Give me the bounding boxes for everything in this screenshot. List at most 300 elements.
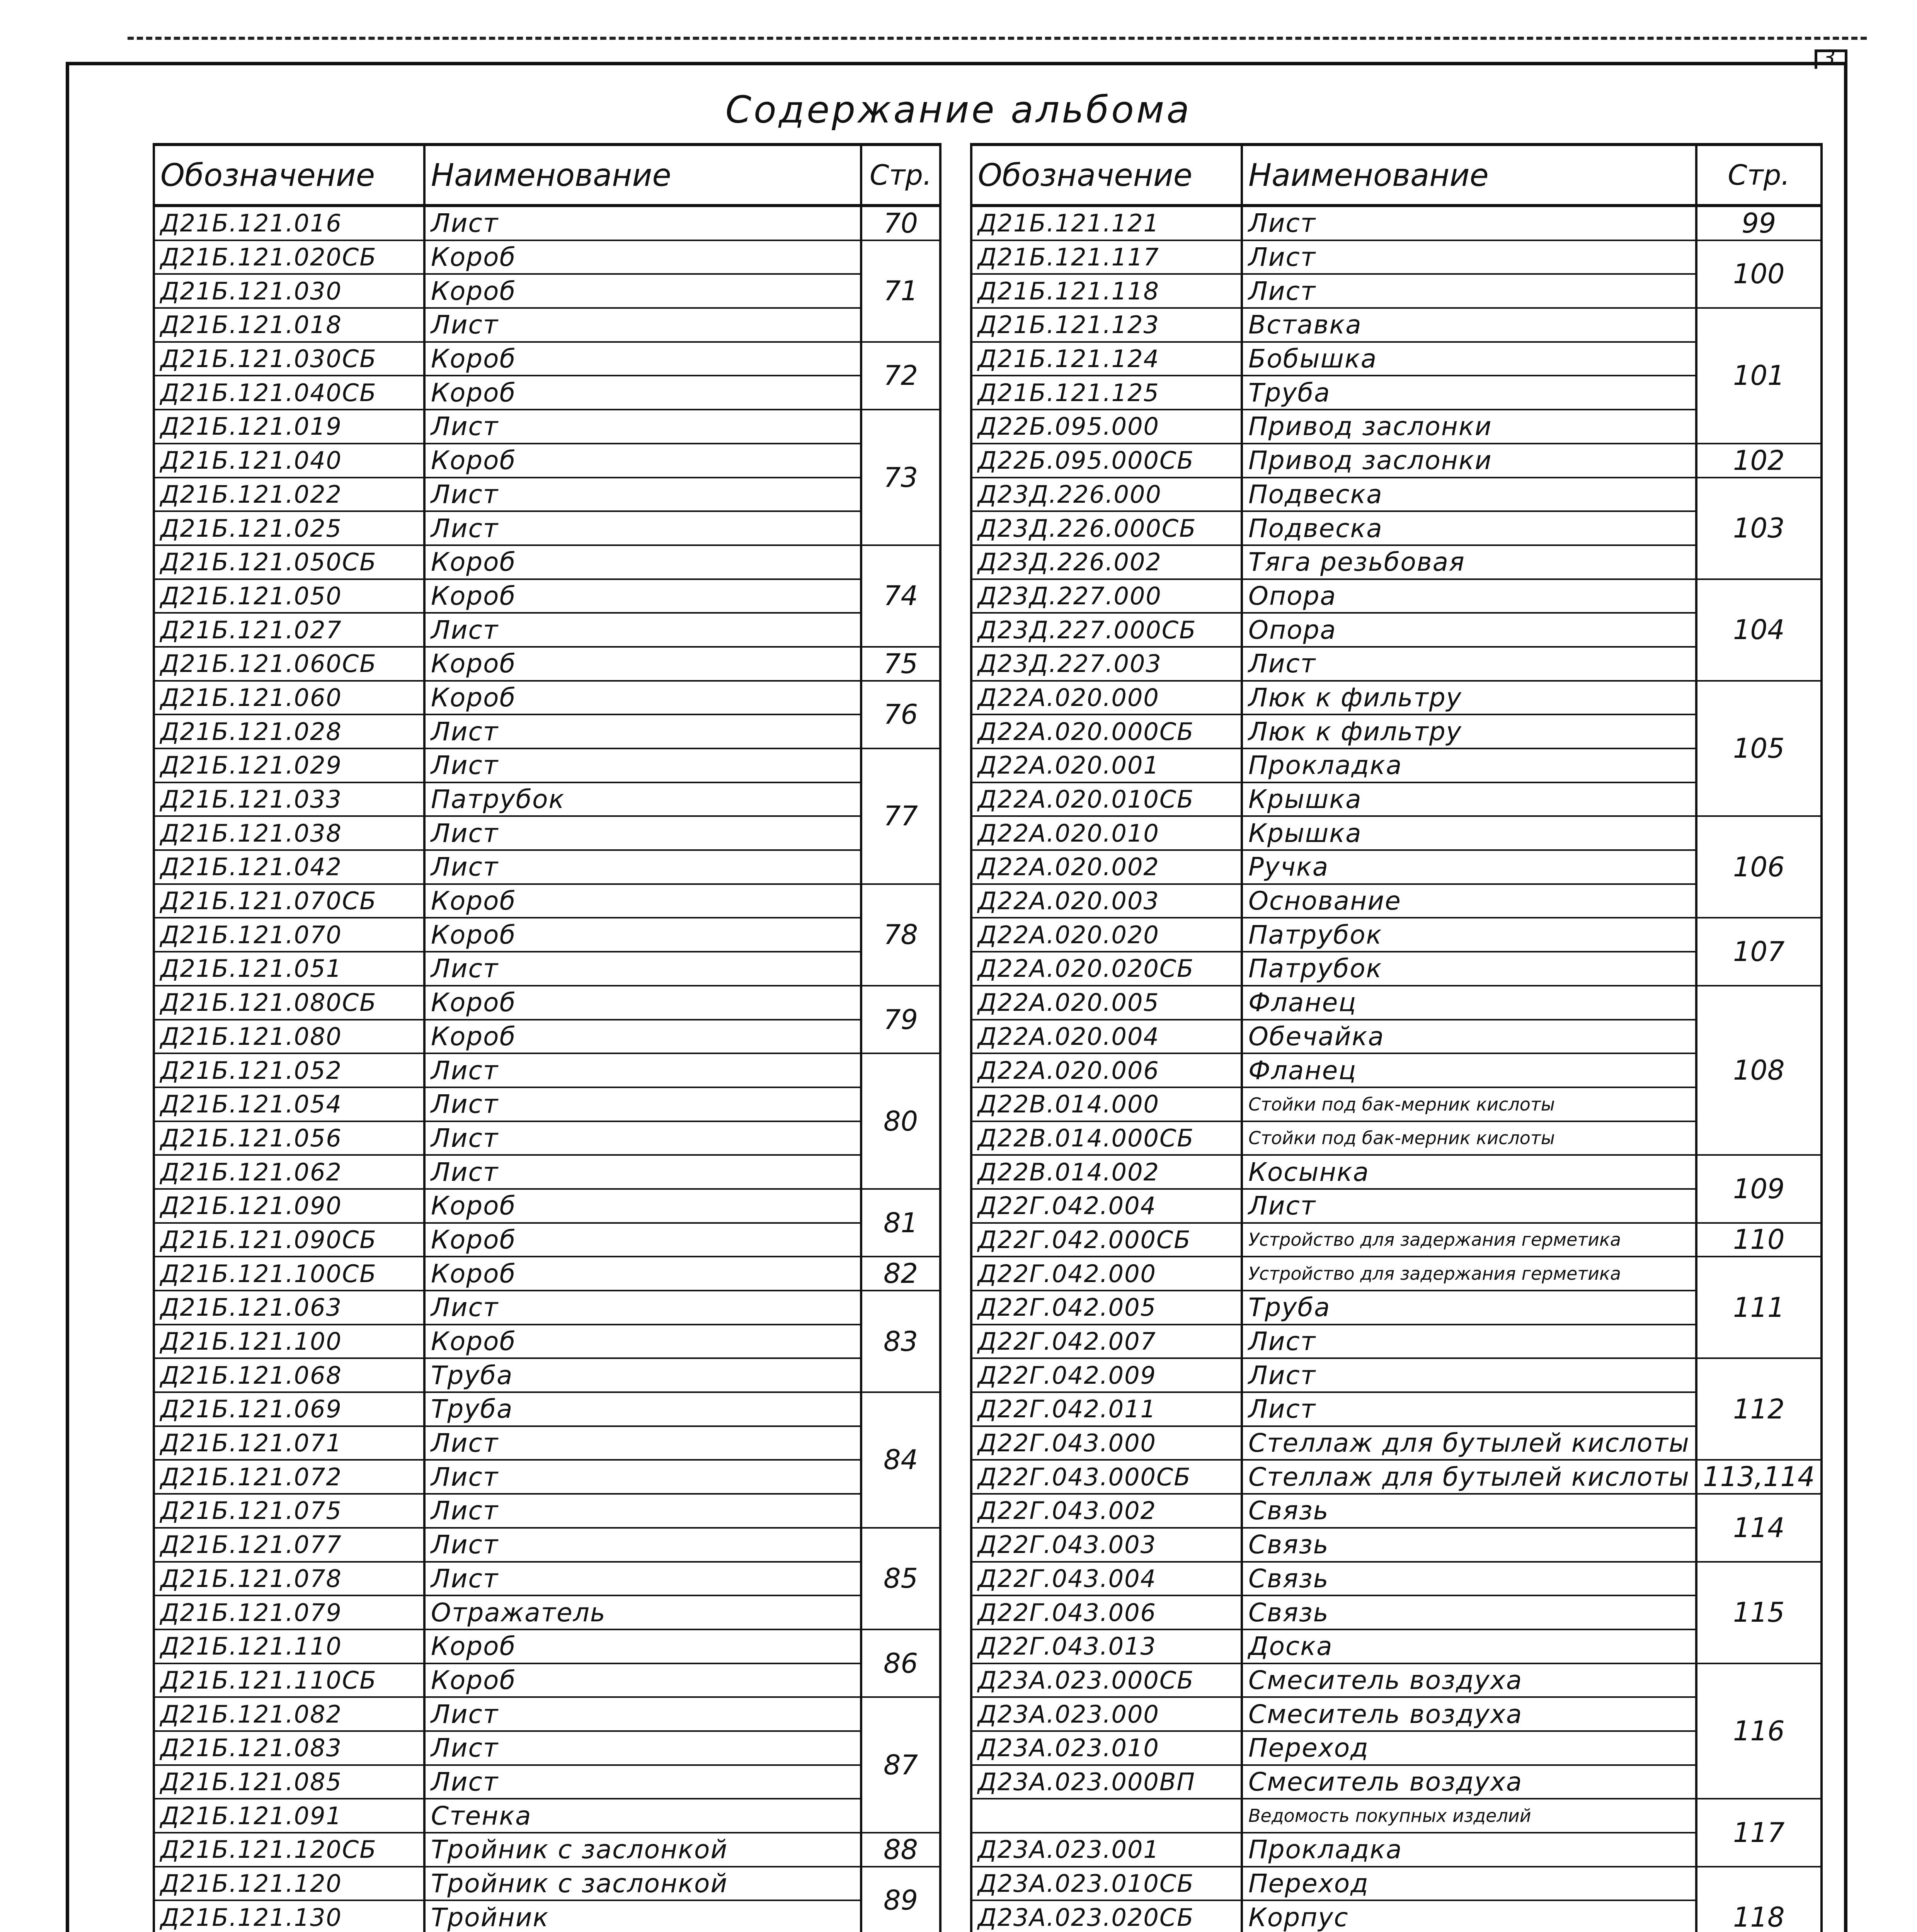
row-page: 112 (1696, 1358, 1821, 1460)
row-designation: Д21Б.121.050СБ (154, 545, 424, 579)
row-designation: Д21Б.121.056 (154, 1121, 424, 1155)
row-designation: Д21Б.121.125 (971, 376, 1242, 410)
row-designation: Д23А.023.020СБ (971, 1900, 1242, 1932)
table-row (154, 613, 940, 647)
table-row (154, 444, 940, 478)
table-row (971, 1663, 1822, 1697)
table-row (154, 850, 940, 884)
row-name: Подвеска (1242, 511, 1696, 545)
table-row (971, 1595, 1822, 1629)
row-designation: Д22А.020.001 (971, 748, 1242, 782)
row-designation: Д21Б.121.040СБ (154, 376, 424, 410)
row-designation: Д21Б.121.060 (154, 681, 424, 715)
row-page: 82 (861, 1257, 940, 1291)
table-row (971, 714, 1822, 748)
contents-table-left (153, 143, 941, 1932)
table-row (154, 1731, 940, 1765)
row-designation: Д23А.023.000 (971, 1697, 1242, 1731)
row-designation: Д23Д.226.000 (971, 478, 1242, 512)
table-row (971, 1697, 1822, 1731)
row-designation: Д21Б.121.090 (154, 1189, 424, 1223)
row-name: Фланец (1242, 1053, 1696, 1087)
row-name: Короб (424, 918, 861, 952)
row-name: Смеситель воздуха (1242, 1663, 1696, 1697)
row-designation: Д21Б.121.070СБ (154, 884, 424, 918)
row-name: Основание (1242, 884, 1696, 918)
row-designation: Д22Г.043.013 (971, 1629, 1242, 1663)
table-row (154, 1494, 940, 1528)
row-designation: Д21Б.121.070 (154, 918, 424, 952)
row-name: Переход (1242, 1867, 1696, 1901)
row-designation: Д22А.020.003 (971, 884, 1242, 918)
table-row (154, 1697, 940, 1731)
row-name: Тройник с заслонкой (424, 1833, 861, 1867)
table-row (154, 986, 940, 1020)
row-name: Корпус (1242, 1900, 1696, 1932)
table-row (154, 1867, 940, 1901)
row-designation: Д21Б.121.060СБ (154, 647, 424, 681)
table-row (154, 1121, 940, 1155)
row-name: Лист (424, 1765, 861, 1799)
row-designation: Д22Г.042.007 (971, 1325, 1242, 1359)
row-page: 101 (1696, 308, 1821, 444)
row-name: Связь (1242, 1494, 1696, 1528)
row-designation: Д21Б.121.117 (971, 240, 1242, 274)
row-designation: Д22Г.042.009 (971, 1358, 1242, 1392)
row-name: Короб (424, 647, 861, 681)
table-row (154, 1765, 940, 1799)
row-name: Короб (424, 274, 861, 308)
row-designation: Д22Г.043.004 (971, 1562, 1242, 1596)
row-designation: Д21Б.121.050 (154, 579, 424, 613)
row-designation (971, 1799, 1242, 1833)
table-row (971, 613, 1822, 647)
row-name: Короб (424, 444, 861, 478)
table-row (154, 511, 940, 545)
row-designation: Д22Г.043.000 (971, 1426, 1242, 1460)
row-name: Стеллаж для бутылей кислоты (1242, 1426, 1696, 1460)
row-designation: Д21Б.121.100СБ (154, 1257, 424, 1291)
table-row (154, 478, 940, 512)
row-name: Лист (424, 1121, 861, 1155)
table-row (154, 1325, 940, 1359)
table-row (971, 816, 1822, 850)
row-name: Короб (424, 342, 861, 376)
row-page: 104 (1696, 579, 1821, 681)
row-page: 76 (861, 681, 940, 748)
table-row (971, 545, 1822, 579)
row-name: Люк к фильтру (1242, 714, 1696, 748)
row-name: Лист (1242, 1189, 1696, 1223)
table-row (971, 1155, 1822, 1189)
row-designation: Д21Б.121.123 (971, 308, 1242, 342)
row-name: Лист (1242, 1325, 1696, 1359)
row-page: 78 (861, 884, 940, 986)
row-page: 88 (861, 1833, 940, 1867)
row-designation: Д21Б.121.016 (154, 206, 424, 240)
row-name: Привод заслонки (1242, 444, 1696, 478)
row-page: 109 (1696, 1155, 1821, 1223)
row-designation: Д21Б.121.082 (154, 1697, 424, 1731)
table-row (971, 1799, 1822, 1833)
row-designation: Д22В.014.000СБ (971, 1121, 1242, 1155)
table-row (971, 884, 1822, 918)
row-name: Стенка (424, 1799, 861, 1833)
row-name: Бобышка (1242, 342, 1696, 376)
row-name: Короб (424, 579, 861, 613)
row-designation: Д21Б.121.068 (154, 1358, 424, 1392)
row-designation: Д22Г.043.003 (971, 1528, 1242, 1562)
row-name: Патрубок (424, 782, 861, 816)
table-row (971, 478, 1822, 512)
row-name: Лист (424, 1697, 861, 1731)
row-page: 106 (1696, 816, 1821, 918)
table-row (154, 1291, 940, 1325)
row-name: Связь (1242, 1595, 1696, 1629)
row-name: Труба (1242, 376, 1696, 410)
row-page: 72 (861, 342, 940, 410)
table-row (971, 342, 1822, 376)
row-designation: Д21Б.121.077 (154, 1528, 424, 1562)
row-designation: Д21Б.121.042 (154, 850, 424, 884)
table-row (971, 1731, 1822, 1765)
row-name: Лист (424, 748, 861, 782)
row-page: 116 (1696, 1663, 1821, 1799)
table-row (154, 1257, 940, 1291)
table-row (971, 1562, 1822, 1596)
table-row (154, 1663, 940, 1697)
row-name: Лист (424, 308, 861, 342)
row-designation: Д23А.023.010СБ (971, 1867, 1242, 1901)
row-designation: Д21Б.121.025 (154, 511, 424, 545)
row-designation: Д21Б.121.083 (154, 1731, 424, 1765)
table-row (971, 1257, 1822, 1291)
row-page: 102 (1696, 444, 1821, 478)
table-row (971, 1358, 1822, 1392)
row-designation: Д22Г.043.002 (971, 1494, 1242, 1528)
row-name: Опора (1242, 579, 1696, 613)
header-designation: Обозначение (154, 145, 424, 206)
table-row (971, 1189, 1822, 1223)
row-name: Труба (1242, 1291, 1696, 1325)
table-row (971, 274, 1822, 308)
row-designation: Д21Б.121.120 (154, 1867, 424, 1901)
row-name: Ведомость покупных изделий (1242, 1799, 1696, 1833)
row-designation: Д23А.023.000ВП (971, 1765, 1242, 1799)
row-designation: Д21Б.121.080 (154, 1020, 424, 1054)
row-name: Лист (424, 410, 861, 444)
row-page: 70 (861, 206, 940, 240)
row-name: Лист (424, 952, 861, 986)
row-name: Тяга резьбовая (1242, 545, 1696, 579)
row-page: 80 (861, 1053, 940, 1189)
row-page: 100 (1696, 240, 1821, 308)
table-row (154, 1223, 940, 1257)
row-page: 89 (861, 1867, 940, 1932)
row-name: Патрубок (1242, 918, 1696, 952)
page-title: Содержание альбома (725, 88, 1192, 131)
table-row (971, 1291, 1822, 1325)
table-row (154, 1358, 940, 1392)
row-name: Лист (1242, 1358, 1696, 1392)
row-name: Лист (1242, 1392, 1696, 1426)
row-name: Устройство для задержания герметика (1242, 1223, 1696, 1257)
table-row (971, 782, 1822, 816)
row-name: Лист (424, 1731, 861, 1765)
row-designation: Д21Б.121.040 (154, 444, 424, 478)
row-designation: Д21Б.121.078 (154, 1562, 424, 1596)
row-page: 73 (861, 410, 940, 545)
row-name: Короб (424, 1663, 861, 1697)
table-row (154, 782, 940, 816)
row-designation: Д21Б.121.121 (971, 206, 1242, 240)
row-name: Связь (1242, 1528, 1696, 1562)
row-designation: Д21Б.121.072 (154, 1460, 424, 1494)
row-name: Стойки под бак-мерник кислоты (1242, 1087, 1696, 1121)
row-page: 99 (1696, 206, 1821, 240)
row-designation: Д22Г.042.000СБ (971, 1223, 1242, 1257)
row-name: Прокладка (1242, 748, 1696, 782)
row-page: 105 (1696, 681, 1821, 816)
row-designation: Д21Б.121.028 (154, 714, 424, 748)
table-row (971, 206, 1822, 240)
table-row (154, 816, 940, 850)
row-name: Лист (424, 613, 861, 647)
sheet-number: 3 (1822, 46, 1836, 70)
row-name: Люк к фильтру (1242, 681, 1696, 715)
header-designation: Обозначение (971, 145, 1242, 206)
table-row (154, 1155, 940, 1189)
row-designation: Д22Г.043.000СБ (971, 1460, 1242, 1494)
table-row (154, 1426, 940, 1460)
row-designation: Д21Б.121.052 (154, 1053, 424, 1087)
table-row (154, 342, 940, 376)
row-designation: Д23А.023.000СБ (971, 1663, 1242, 1697)
table-row (971, 681, 1822, 715)
table-row (154, 1392, 940, 1426)
table-row (154, 1629, 940, 1663)
row-name: Труба (424, 1392, 861, 1426)
table-row (154, 410, 940, 444)
row-designation: Д21Б.121.110СБ (154, 1663, 424, 1697)
table-row (154, 1900, 940, 1932)
row-designation: Д22Б.095.000 (971, 410, 1242, 444)
row-designation: Д22Г.042.004 (971, 1189, 1242, 1223)
row-designation: Д23Д.227.000 (971, 579, 1242, 613)
row-name: Крышка (1242, 816, 1696, 850)
table-row (154, 1020, 940, 1054)
row-designation: Д21Б.121.030СБ (154, 342, 424, 376)
table-row (971, 1053, 1822, 1087)
row-page: 108 (1696, 986, 1821, 1155)
row-name: Ручка (1242, 850, 1696, 884)
row-designation: Д21Б.121.030 (154, 274, 424, 308)
row-page: 118 (1696, 1867, 1821, 1932)
table-row (154, 1799, 940, 1833)
row-designation: Д21Б.121.033 (154, 782, 424, 816)
row-designation: Д21Б.121.038 (154, 816, 424, 850)
row-designation: Д21Б.121.085 (154, 1765, 424, 1799)
row-name: Короб (424, 1189, 861, 1223)
row-name: Лист (424, 1562, 861, 1596)
row-name: Лист (424, 1494, 861, 1528)
row-name: Лист (1242, 206, 1696, 240)
table-row (971, 1528, 1822, 1562)
table-row (971, 748, 1822, 782)
row-name: Прокладка (1242, 1833, 1696, 1867)
row-designation: Д21Б.121.091 (154, 1799, 424, 1833)
row-name: Короб (424, 240, 861, 274)
row-name: Лист (424, 1087, 861, 1121)
row-designation: Д22Г.042.005 (971, 1291, 1242, 1325)
row-name: Привод заслонки (1242, 410, 1696, 444)
row-name: Лист (424, 478, 861, 512)
row-name: Лист (424, 1291, 861, 1325)
row-designation: Д23А.023.001 (971, 1833, 1242, 1867)
row-name: Отражатель (424, 1595, 861, 1629)
row-designation: Д21Б.121.124 (971, 342, 1242, 376)
row-name: Вставка (1242, 308, 1696, 342)
table-row (154, 240, 940, 274)
row-page: 107 (1696, 918, 1821, 985)
header-name: Наименование (424, 145, 861, 206)
row-name: Труба (424, 1358, 861, 1392)
row-name: Крышка (1242, 782, 1696, 816)
row-name: Лист (424, 1053, 861, 1087)
table-row (971, 1833, 1822, 1867)
row-name: Тройник (424, 1900, 861, 1932)
table-row (971, 1392, 1822, 1426)
row-designation: Д23Д.227.003 (971, 647, 1242, 681)
row-designation: Д23А.023.010 (971, 1731, 1242, 1765)
row-name: Лист (424, 816, 861, 850)
table-row (154, 1460, 940, 1494)
table-row (971, 410, 1822, 444)
row-page: 110 (1696, 1223, 1821, 1257)
table-row (154, 1562, 940, 1596)
row-name: Лист (1242, 274, 1696, 308)
row-designation: Д22А.020.010 (971, 816, 1242, 850)
row-name: Лист (1242, 240, 1696, 274)
row-designation: Д23Д.226.000СБ (971, 511, 1242, 545)
row-name: Лист (424, 511, 861, 545)
row-name: Стеллаж для бутылей кислоты (1242, 1460, 1696, 1494)
table-row (154, 1189, 940, 1223)
table-row (154, 308, 940, 342)
row-designation: Д21Б.121.110 (154, 1629, 424, 1663)
row-designation: Д21Б.121.071 (154, 1426, 424, 1460)
table-row (154, 376, 940, 410)
row-designation: Д21Б.121.069 (154, 1392, 424, 1426)
row-designation: Д22Г.042.000 (971, 1257, 1242, 1291)
table-row (971, 1460, 1822, 1494)
row-designation: Д22А.020.020 (971, 918, 1242, 952)
top-dashed-line (128, 37, 1867, 40)
row-name: Лист (424, 850, 861, 884)
row-name: Смеситель воздуха (1242, 1697, 1696, 1731)
row-designation: Д22А.020.020СБ (971, 952, 1242, 986)
table-row (154, 952, 940, 986)
row-designation: Д21Б.121.118 (971, 274, 1242, 308)
table-row (971, 579, 1822, 613)
row-name: Лист (424, 1460, 861, 1494)
row-name: Устройство для задержания герметика (1242, 1257, 1696, 1291)
header-name: Наименование (1242, 145, 1696, 206)
table-row (154, 1833, 940, 1867)
row-designation: Д21Б.121.018 (154, 308, 424, 342)
row-designation: Д21Б.121.120СБ (154, 1833, 424, 1867)
table-row (971, 850, 1822, 884)
table-row (971, 647, 1822, 681)
row-designation: Д22Б.095.000СБ (971, 444, 1242, 478)
row-name: Лист (424, 714, 861, 748)
row-page: 79 (861, 986, 940, 1053)
row-page: 117 (1696, 1799, 1821, 1866)
row-name: Стойки под бак-мерник кислоты (1242, 1121, 1696, 1155)
table-row (971, 986, 1822, 1020)
table-row (971, 1629, 1822, 1663)
row-name: Короб (424, 986, 861, 1020)
row-page: 113,114 (1696, 1460, 1821, 1494)
row-name: Лист (424, 1528, 861, 1562)
row-name: Патрубок (1242, 952, 1696, 986)
table-row (154, 545, 940, 579)
table-row (971, 444, 1822, 478)
contents-table-right (970, 143, 1823, 1932)
row-name: Короб (424, 545, 861, 579)
row-name: Опора (1242, 613, 1696, 647)
row-name: Короб (424, 1223, 861, 1257)
row-designation: Д21Б.121.079 (154, 1595, 424, 1629)
row-name: Тройник с заслонкой (424, 1867, 861, 1901)
table-row (154, 206, 940, 240)
row-name: Доска (1242, 1629, 1696, 1663)
row-designation: Д21Б.121.063 (154, 1291, 424, 1325)
table-row (971, 1223, 1822, 1257)
row-name: Фланец (1242, 986, 1696, 1020)
row-designation: Д22А.020.006 (971, 1053, 1242, 1087)
table-row (971, 240, 1822, 274)
row-designation: Д21Б.121.020СБ (154, 240, 424, 274)
row-designation: Д22А.020.004 (971, 1020, 1242, 1054)
row-designation: Д22А.020.010СБ (971, 782, 1242, 816)
table-row (154, 1528, 940, 1562)
row-name: Подвеска (1242, 478, 1696, 512)
row-page: 114 (1696, 1494, 1821, 1561)
row-page: 85 (861, 1528, 940, 1629)
row-designation: Д22А.020.002 (971, 850, 1242, 884)
row-name: Короб (424, 376, 861, 410)
row-name: Короб (424, 1020, 861, 1054)
table-row (971, 376, 1822, 410)
row-designation: Д21Б.121.075 (154, 1494, 424, 1528)
table-row (154, 748, 940, 782)
table-row (971, 1121, 1822, 1155)
row-name: Обечайка (1242, 1020, 1696, 1054)
row-designation: Д21Б.121.029 (154, 748, 424, 782)
table-row (154, 579, 940, 613)
row-designation: Д22В.014.002 (971, 1155, 1242, 1189)
row-name: Короб (424, 681, 861, 715)
row-page: 115 (1696, 1562, 1821, 1663)
row-name: Лист (424, 1155, 861, 1189)
table-row (154, 1053, 940, 1087)
table-row (154, 884, 940, 918)
row-designation: Д21Б.121.062 (154, 1155, 424, 1189)
table-header-row (971, 145, 1822, 206)
row-designation: Д22Г.042.011 (971, 1392, 1242, 1426)
row-name: Короб (424, 1325, 861, 1359)
